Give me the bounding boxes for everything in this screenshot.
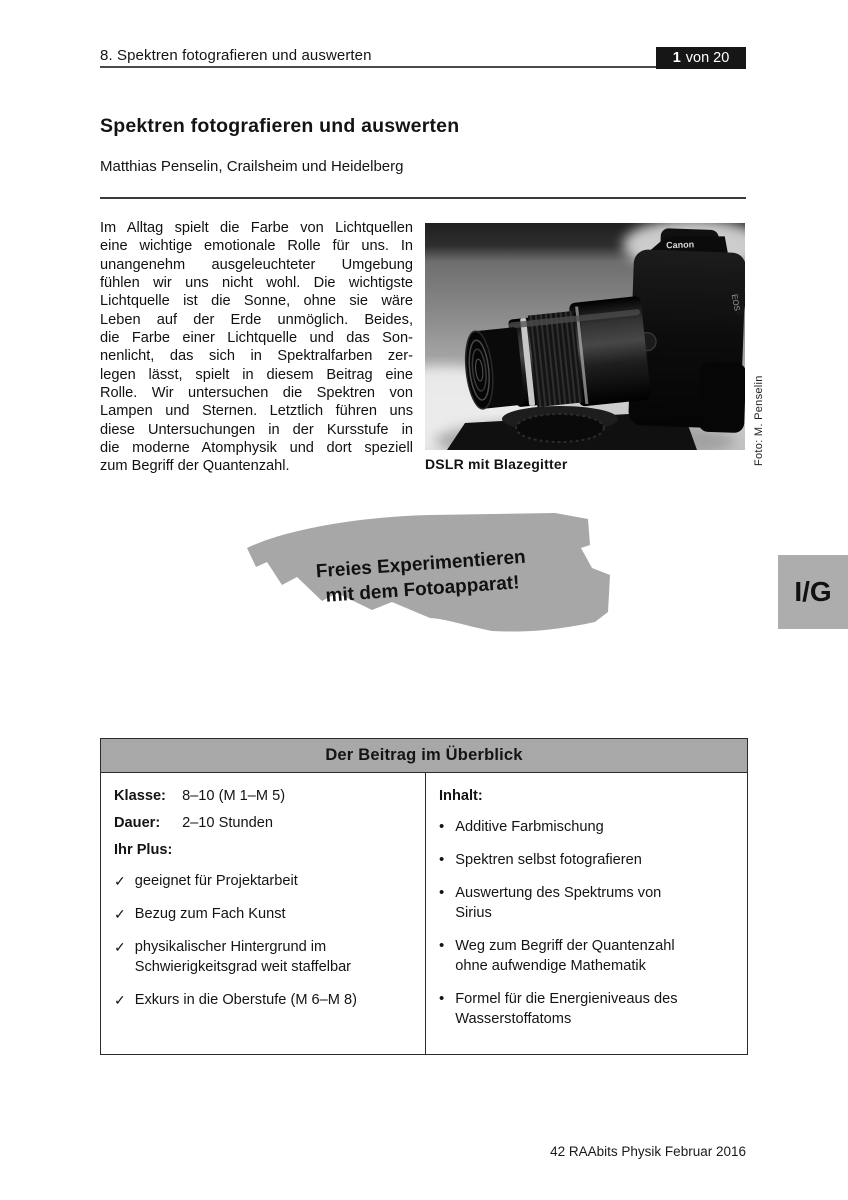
- intro-line: zum Begriff der Quantenzahl.: [100, 458, 290, 475]
- check-icon: ✓: [114, 939, 126, 955]
- plus-item: ✓ physikalischer Hintergrund im Schwierigkeitsgrad weit staffelbar: [114, 939, 352, 975]
- inhalt-item: • Formel für die Energieniveaus des Wasserstoffatoms: [439, 990, 678, 1027]
- title-rule: [100, 197, 746, 199]
- camera-brand-label: Canon: [666, 239, 695, 251]
- intro-line: die Farbe einer Lichtquelle und das Son-: [100, 330, 413, 347]
- inhalt-item: • Additive Farbmischung: [439, 818, 604, 835]
- dauer-value: 2–10 Stunden: [182, 815, 273, 831]
- check-icon: ✓: [114, 992, 126, 1008]
- inhalt-item: • Auswertung des Spektrums von Sirius: [439, 884, 662, 921]
- overview-right-column: [426, 773, 747, 1054]
- overview-table: [100, 738, 748, 1055]
- photo-credit: Foto: M. Penselin: [753, 375, 765, 466]
- intro-line: diese Untersuchungen in der Kursstufe in: [100, 421, 413, 438]
- highlight-banner: [242, 507, 616, 637]
- overview-table-title: Der Beitrag im Überblick: [101, 739, 747, 773]
- running-header: 8. Spektren fotografieren und auswerten: [100, 47, 372, 64]
- article-title: Spektren fotografieren und auswerten: [100, 115, 460, 137]
- intro-line: Lichtquelle ist die Sonne, ohne sie wäre: [100, 293, 413, 310]
- article-author: Matthias Penselin, Crailsheim und Heidelberg: [100, 158, 404, 175]
- dauer-label: Dauer:: [114, 815, 161, 831]
- bullet-icon: •: [439, 884, 445, 901]
- plus-item: ✓ geeignet für Projektarbeit: [114, 873, 298, 889]
- section-tab: I/G: [778, 555, 848, 629]
- photo-caption: DSLR mit Blazegitter: [425, 456, 568, 472]
- intro-line: fühlen wir uns nicht wohl. Die wichtigste: [100, 275, 413, 292]
- intro-line: eine wichtige emotionale Rolle für uns. In: [100, 238, 413, 255]
- intro-line: Rolle. Wir untersuchen die Spektren von: [100, 385, 413, 402]
- klasse-label: Klasse:: [114, 788, 166, 804]
- bullet-icon: •: [439, 851, 445, 868]
- inhalt-label: Inhalt:: [439, 788, 483, 804]
- bullet-icon: •: [439, 990, 445, 1007]
- page-number-suffix: von 20: [685, 50, 730, 66]
- check-icon: ✓: [114, 906, 126, 922]
- page-number-badge: [656, 47, 746, 69]
- page-footer: 42 RAAbits Physik Februar 2016: [550, 1144, 746, 1159]
- plus-item: ✓ Bezug zum Fach Kunst: [114, 906, 286, 922]
- plus-item: ✓ Exkurs in die Oberstufe (M 6–M 8): [114, 992, 357, 1008]
- intro-line: legen lässt, spielt in diesem Beitrag eine: [100, 366, 413, 383]
- klasse-row: [114, 788, 413, 804]
- intro-paragraph: [100, 219, 413, 476]
- intro-line: Im Alltag spielt die Farbe von Lichtquellen: [100, 220, 413, 236]
- dauer-row: [114, 815, 413, 831]
- inhalt-item: • Weg zum Begriff der Quantenzahl ohne aufwendige Mathematik: [439, 937, 675, 974]
- overview-left-column: [101, 773, 426, 1054]
- klasse-value: 8–10 (M 1–M 5): [182, 788, 286, 804]
- intro-line: Leben auf der Erde unmöglich. Beides,: [100, 311, 413, 328]
- page-number: 1: [672, 50, 681, 66]
- banner-line-2: mit dem Fotoapparat!: [324, 572, 521, 607]
- intro-line: unangenehm ausgeleuchteter Umgebung: [100, 256, 413, 273]
- intro-line: die moderne Atomphysik und dort speziell: [100, 440, 413, 457]
- intro-line: nenlicht, das sich in Spektralfarben zer-: [100, 348, 413, 365]
- bullet-icon: •: [439, 937, 445, 954]
- dslr-photo: [425, 223, 745, 450]
- camera-model-label: EOS: [729, 293, 742, 312]
- intro-line: Lampen und Sternen. Letztlich führen uns: [100, 403, 413, 420]
- banner-line-1: Freies Experimentieren: [315, 546, 527, 583]
- check-icon: ✓: [114, 873, 126, 889]
- bullet-icon: •: [439, 818, 445, 835]
- camera-body: [628, 227, 745, 433]
- inhalt-item: • Spektren selbst fotografieren: [439, 851, 642, 868]
- plus-label: Ihr Plus:: [114, 842, 173, 858]
- header-rule: [100, 66, 746, 68]
